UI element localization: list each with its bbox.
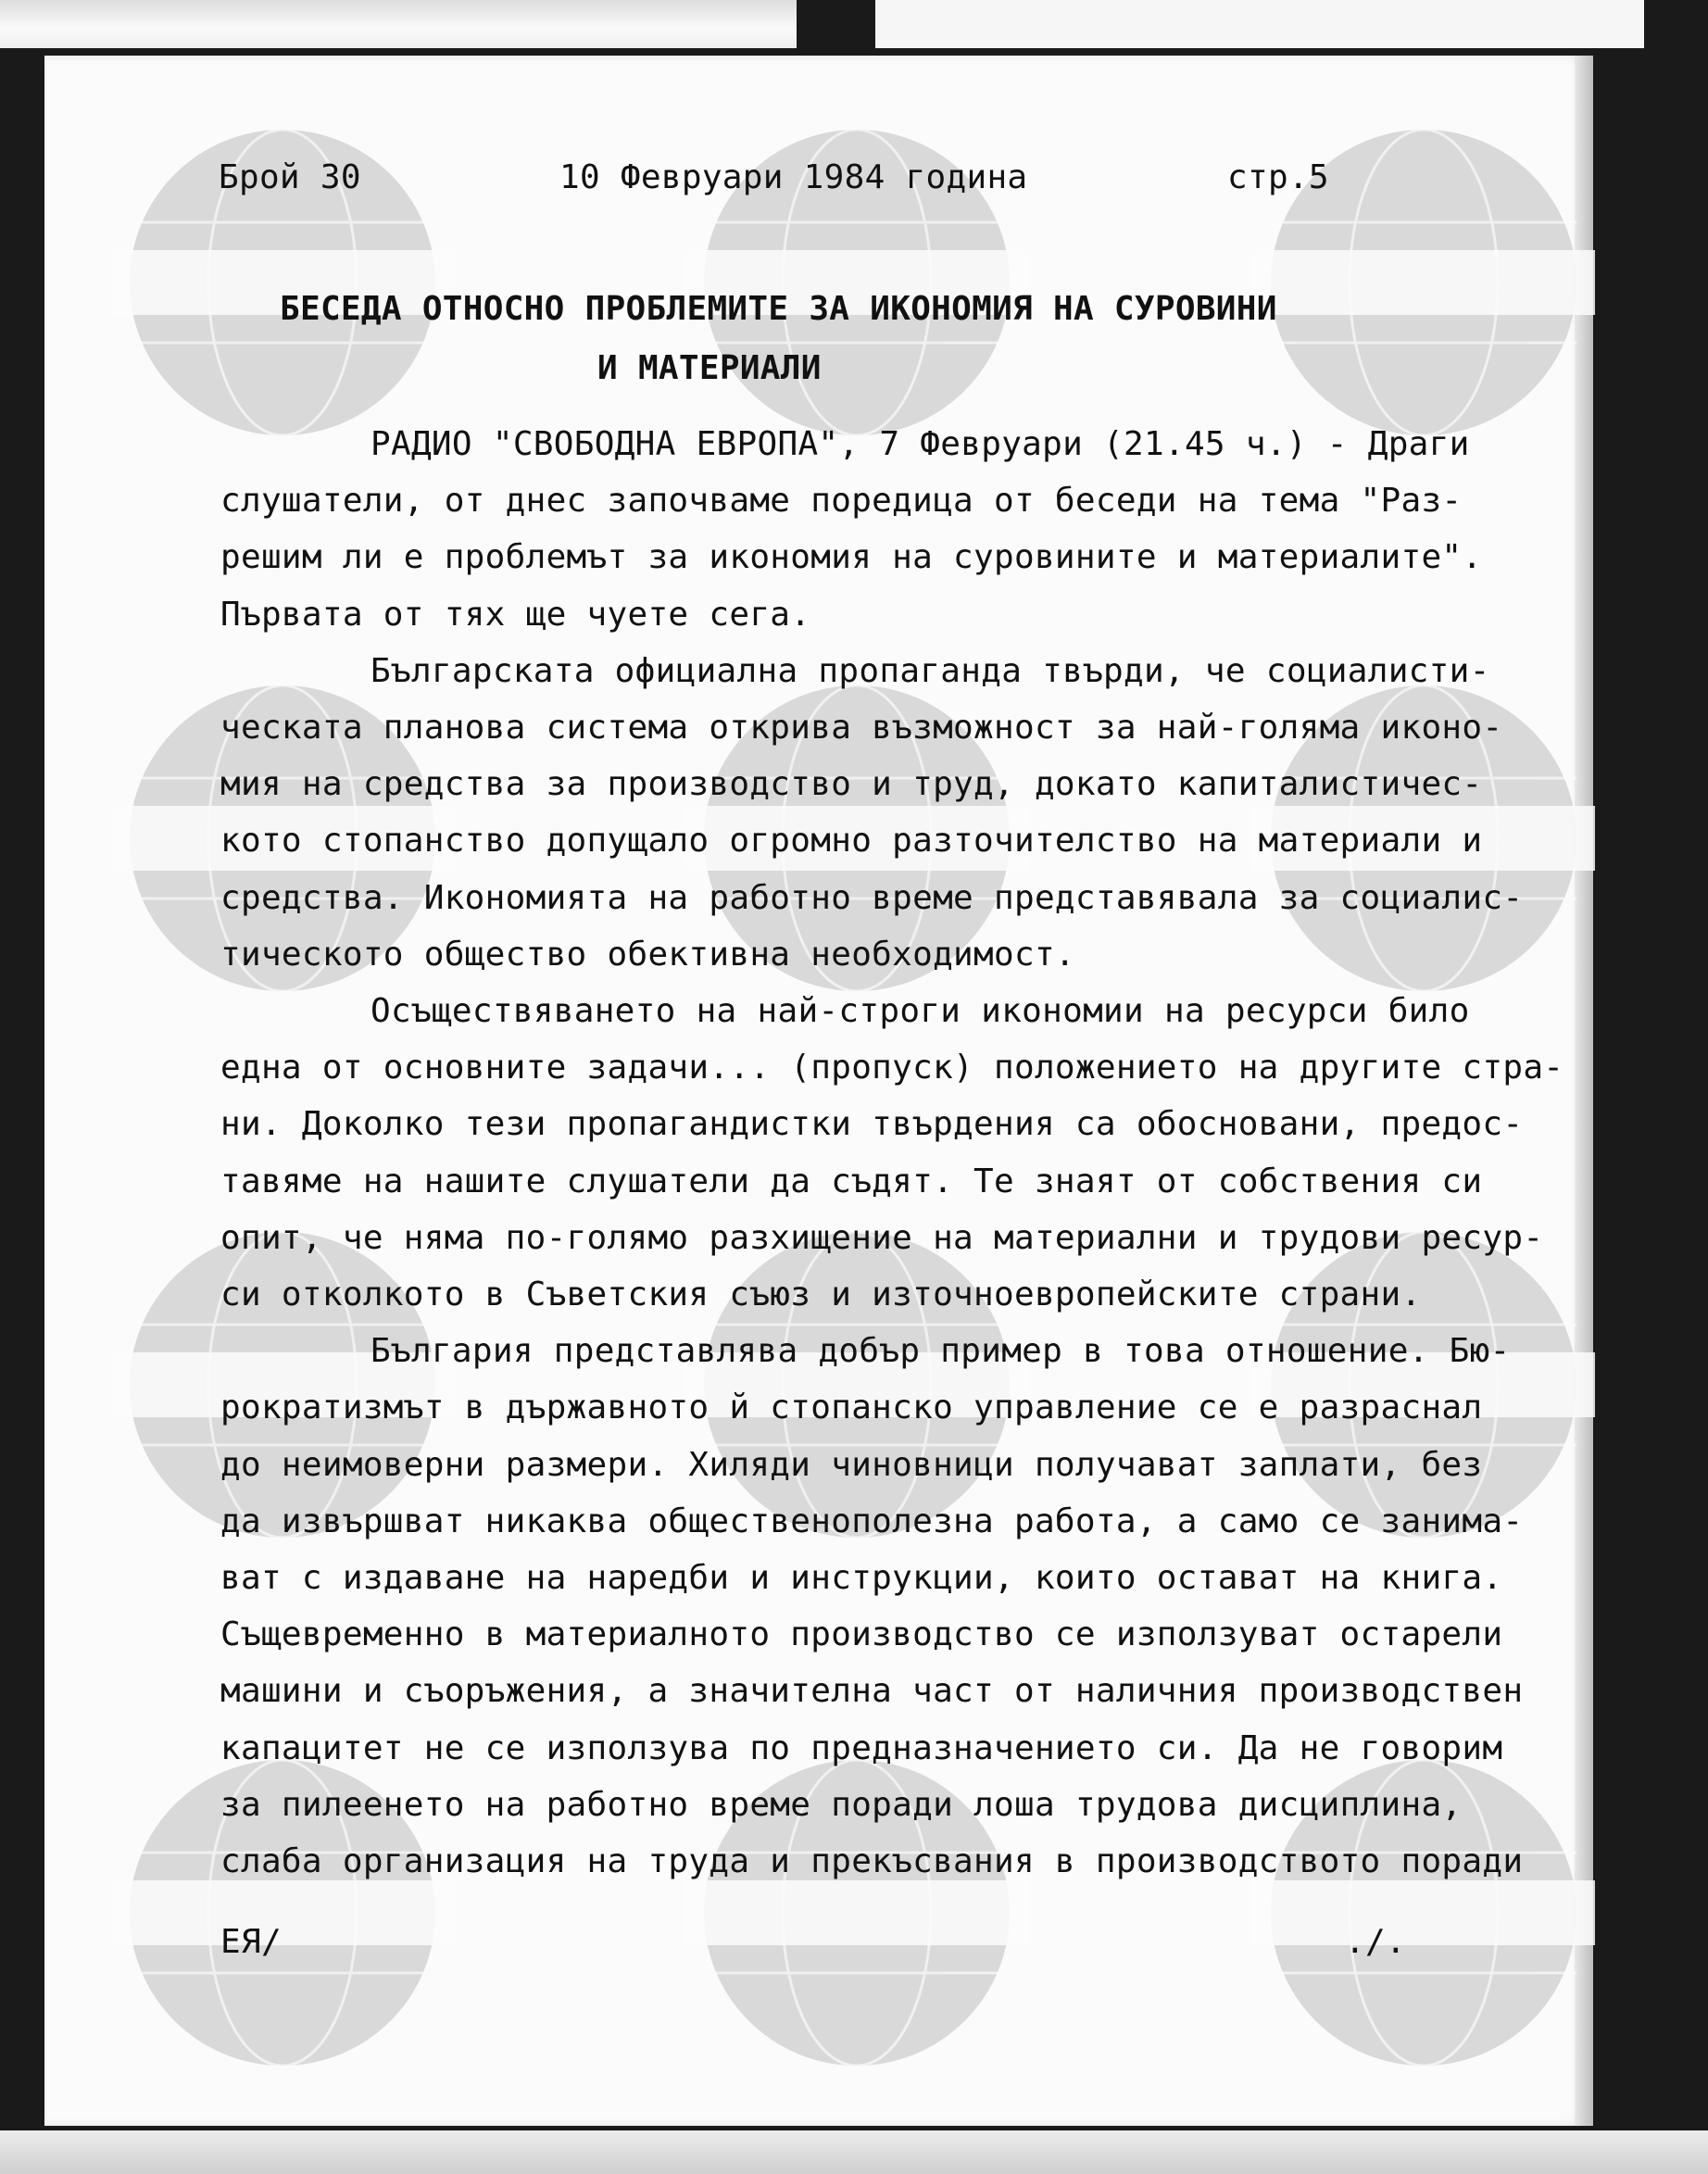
body-line: средства. Икономията на работно време представявала за социалис-	[220, 878, 1524, 917]
body-line: да извършват никаква общественополезна работа, а само се занима-	[220, 1502, 1524, 1540]
body-line: кото стопанство допущало огромно разточителство на материали и	[220, 822, 1483, 861]
body-line: слаба организация на труда и прекъсвания в производството поради	[220, 1842, 1524, 1880]
body-line: Осъществяването на най-строги икономии на ресурси било	[370, 992, 1470, 1030]
body-line: ват с издаване на наредби и инструкции, които остават на книга.	[220, 1559, 1503, 1597]
page-number: стр.5	[1227, 158, 1329, 196]
body-line: рократизмът в държавното й стопанско управление се е разраснал	[220, 1389, 1483, 1427]
body-line: мия на средства за производство и труд, докато капиталистичес-	[220, 765, 1483, 804]
body-line: ни. Доколко тези пропагандистки твърдения са обосновани, предос-	[220, 1105, 1524, 1144]
body-line: до неимоверни размери. Хиляди чиновници получават заплати, без	[220, 1445, 1483, 1484]
body-line: решим ли е проблемът за икономия на суровините и материалите".	[220, 538, 1483, 577]
issue-date: 10 Февруари 1984 година	[559, 158, 1028, 196]
body-line: за пилеенето на работно време поради лоша трудова дисциплина,	[220, 1785, 1463, 1824]
body-line: ческата планова система открива възможност за най-голяма иконо-	[220, 709, 1503, 747]
document-title-line-2: И МАТЕРИАЛИ	[597, 349, 822, 387]
author-initials: ЕЯ/	[220, 1923, 282, 1961]
body-line: тическото общество обективна необходимост.	[220, 935, 1075, 974]
issue-number: Брой 30	[219, 158, 361, 196]
body-line: България представлява добър пример в това отношение. Бю-	[370, 1332, 1511, 1371]
body-line: Българската официална пропаганда твърди, че социалисти-	[370, 651, 1490, 690]
body-line: РАДИО "СВОБОДНА ЕВРОПА", 7 Февруари (21.45 ч.) - Драги	[370, 425, 1470, 463]
body-line: слушатели, от днес започваме поредица от беседи на тема "Раз-	[220, 482, 1463, 521]
body-line: опит, че няма по-голямо разхищение на материални и трудови ресур-	[220, 1218, 1544, 1257]
body-line: капацитет не се използува по предназначението си. Да не говорим	[220, 1728, 1503, 1767]
body-line: машини и съоръжения, а значителна част от наличния производствен	[220, 1672, 1524, 1711]
body-line: си отколкото в Съветския съюз и източноевропейските страни.	[220, 1275, 1422, 1313]
body-line: Първата от тях ще чуете сега.	[220, 595, 811, 634]
continued-mark: ./.	[1345, 1923, 1406, 1961]
body-line: Същевременно в материалното производство се използуват остарели	[220, 1615, 1503, 1654]
body-line: тавяме на нашите слушатели да съдят. Те знаят от собствения си	[220, 1162, 1483, 1200]
body-line: една от основните задачи... (пропуск) положението на другите стра-	[220, 1049, 1564, 1087]
document-title-line-1: БЕСЕДА ОТНОСНО ПРОБЛЕМИТЕ ЗА ИКОНОМИЯ НА СУРОВИНИ	[280, 290, 1277, 328]
